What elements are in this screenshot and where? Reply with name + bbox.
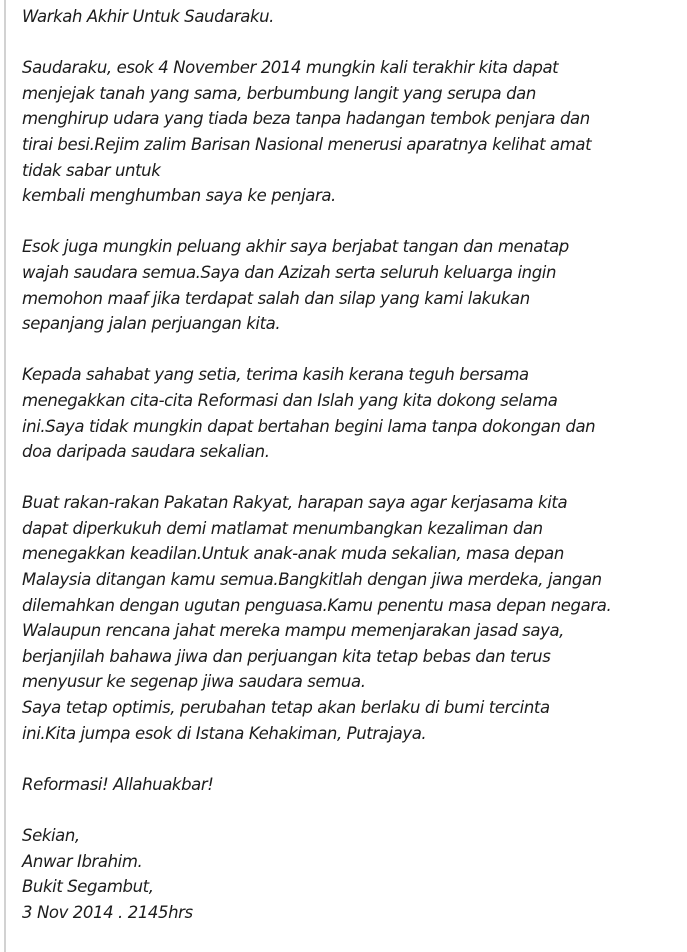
text-line: Reformasi! Allahuakbar!	[22, 774, 214, 794]
text-line: ini.Saya tidak mungkin dapat bertahan begini lama tanpa dokongan dan	[22, 416, 596, 436]
text-line: Malaysia ditangan kamu semua.Bangkitlah dengan jiwa merdeka, jangan	[22, 570, 602, 590]
letter-title: Warkah Akhir Untuk Saudaraku.	[22, 7, 275, 26]
text-line: sepanjang jalan perjuangan kita.	[22, 314, 281, 334]
date: 3 Nov 2014 . 2145hrs	[22, 902, 193, 922]
paragraph-gap	[22, 465, 684, 491]
letter-body	[22, 4, 684, 925]
text-line: Buat rakan-rakan Pakatan Rakyat, harapan saya agar kerjasama kita	[22, 493, 568, 513]
paragraph-gap	[22, 746, 684, 772]
text-line: menjejak tanah yang sama, berbumbung langit yang serupa dan	[22, 83, 536, 103]
text-line: Saudaraku, esok 4 November 2014 mungkin kali terakhir kita dapat	[22, 58, 559, 78]
text-line: menegakkan keadilan.Untuk anak-anak muda sekalian, masa depan	[22, 544, 564, 564]
location: Bukit Segambut,	[22, 877, 154, 897]
text-line: doa daripada saudara sekalian.	[22, 442, 270, 462]
paragraph-3	[22, 362, 684, 464]
text-line: Esok juga mungkin peluang akhir saya berjabat tangan dan menatap	[22, 237, 569, 257]
text-line: menegakkan cita-cita Reformasi dan Islah yang kita dokong selama	[22, 390, 558, 410]
paragraph-gap	[22, 337, 684, 363]
text-line: Saya tetap optimis, perubahan tetap akan berlaku di bumi tercinta	[22, 698, 550, 718]
closing: Sekian,	[22, 826, 80, 845]
paragraph-gap	[22, 209, 684, 235]
text-line: tirai besi.Rejim zalim Barisan Nasional menerusi aparatnya kelihat amat	[22, 134, 592, 154]
text-line: ini.Kita jumpa esok di Istana Kehakiman, Putrajaya.	[22, 723, 427, 743]
text-line: menghirup udara yang tiada beza tanpa hadangan tembok penjara dan	[22, 109, 590, 129]
text-line: menyusur ke segenap jiwa saudara semua.	[22, 672, 366, 692]
text-line: dapat diperkukuh demi matlamat menumbangkan kezaliman dan	[22, 518, 543, 538]
text-line: tidak sabar untuk	[22, 160, 161, 180]
paragraph-1	[22, 55, 684, 209]
paragraph-gap	[22, 30, 684, 56]
text-line: dilemahkan dengan ugutan penguasa.Kamu penentu masa depan negara.	[22, 595, 612, 615]
left-border-line	[4, 0, 6, 952]
paragraph-2	[22, 234, 684, 336]
text-line: Walaupun rencana jahat mereka mampu memenjarakan jasad saya,	[22, 621, 564, 641]
text-line: memohon maaf jika terdapat salah dan silap yang kami lakukan	[22, 288, 530, 308]
text-line: wajah saudara semua.Saya dan Azizah serta seluruh keluarga ingin	[22, 262, 557, 282]
signature-block	[22, 823, 684, 925]
text-line: kembali menghumban saya ke penjara.	[22, 186, 336, 206]
signature-name: Anwar Ibrahim.	[22, 851, 143, 871]
text-line: Kepada sahabat yang setia, terima kasih kerana teguh bersama	[22, 365, 529, 385]
paragraph-4	[22, 490, 684, 746]
paragraph-5	[22, 772, 684, 798]
text-line: berjanjilah bahawa jiwa dan perjuangan kita tetap bebas dan terus	[22, 646, 551, 666]
paragraph-gap	[22, 797, 684, 823]
